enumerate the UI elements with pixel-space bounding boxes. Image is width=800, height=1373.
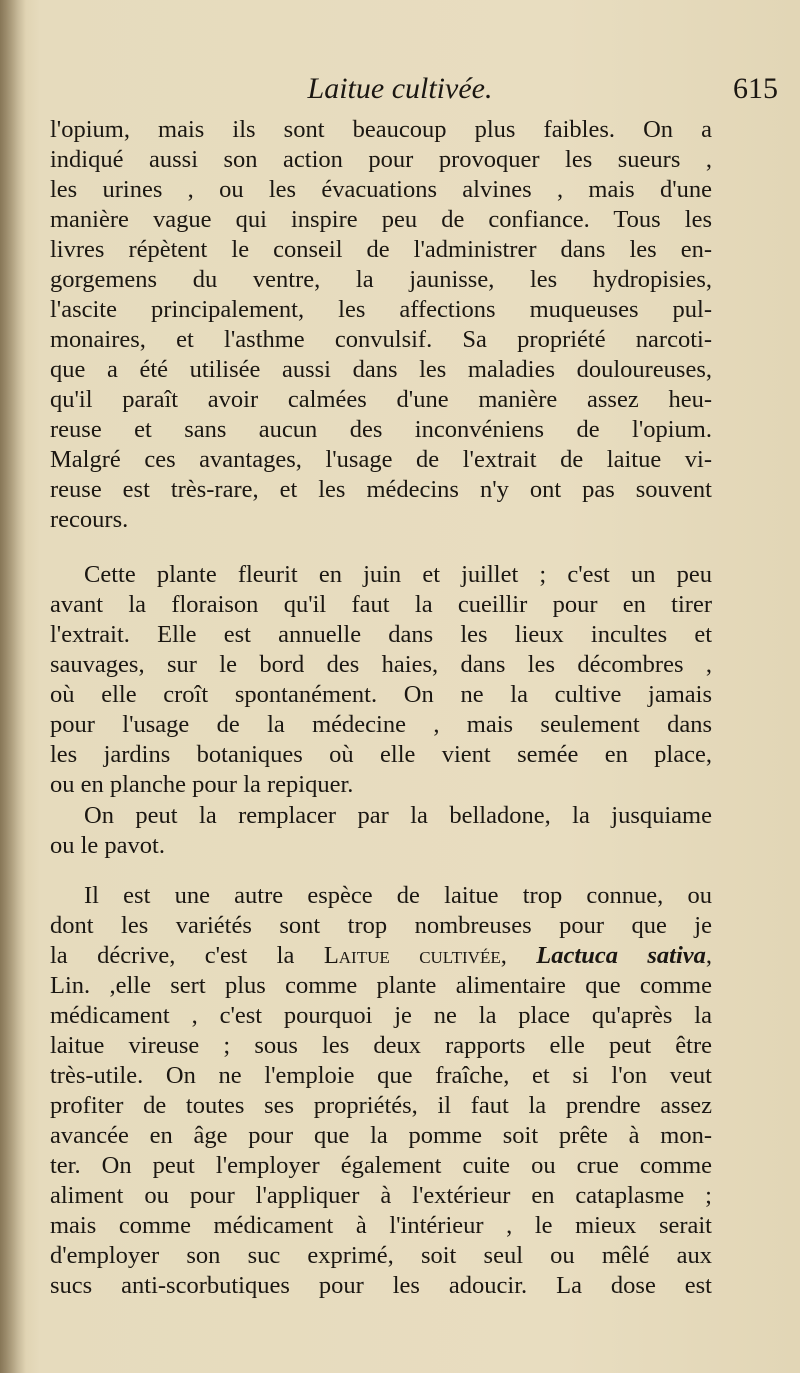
text-line: d'employer son suc exprimé, soit seul ou mêlé aux bbox=[50, 1242, 712, 1269]
text-line: l'opium, mais ils sont beaucoup plus faibles. On a bbox=[50, 116, 712, 143]
text-line: Cette plante fleurit en juin et juillet ; c'est un peu bbox=[84, 561, 712, 588]
text-line: avancée en âge pour que la pomme soit prête à mon- bbox=[50, 1122, 712, 1149]
text-line: reuse et sans aucun des inconvéniens de l'opium. bbox=[50, 416, 712, 443]
latin-name: Lactuca sativa bbox=[536, 942, 706, 969]
page-number: 615 bbox=[733, 72, 778, 105]
text-line: sucs anti-scorbutiques pour les adoucir. La dose est bbox=[50, 1272, 712, 1299]
text-line: très-utile. On ne l'emploie que fraîche, et si l'on veut bbox=[50, 1062, 712, 1089]
text-line: ou en planche pour la repiquer. bbox=[50, 771, 354, 798]
text-line: les urines , ou les évacuations alvines , mais d'une bbox=[50, 176, 712, 203]
text-line: Il est une autre espèce de laitue trop connue, ou bbox=[84, 882, 712, 909]
text-line: aliment ou pour l'appliquer à l'extérieur en cataplasme ; bbox=[50, 1182, 712, 1209]
plant-name-small-caps: Laitue cultivée bbox=[323, 942, 501, 969]
text-fragment: , bbox=[500, 942, 507, 969]
text-line: ter. On peut l'employer également cuite ou crue comme bbox=[50, 1152, 712, 1179]
text-line: livres répètent le conseil de l'administrer dans les en- bbox=[50, 236, 712, 263]
text-line: laitue vireuse ; sous les deux rapports elle peut être bbox=[50, 1032, 712, 1059]
text-fragment: la décrive, c'est la bbox=[50, 942, 295, 969]
binding-shadow bbox=[0, 0, 26, 1373]
text-line: Lin. ,elle sert plus comme plante alimentaire que comme bbox=[50, 972, 712, 999]
text-line: mais comme médicament à l'intérieur , le mieux serait bbox=[50, 1212, 712, 1239]
text-line: ou le pavot. bbox=[50, 832, 165, 859]
text-line: l'ascite principalement, les affections muqueuses pul- bbox=[50, 296, 712, 323]
text-line: dont les variétés sont trop nombreuses pour que je bbox=[50, 912, 712, 939]
text-line: où elle croît spontanément. On ne la cultive jamais bbox=[50, 681, 712, 708]
text-line: On peut la remplacer par la belladone, la jusquiame bbox=[84, 802, 712, 829]
text-line: gorgemens du ventre, la jaunisse, les hydropisies, bbox=[50, 266, 712, 293]
text-line: que a été utilisée aussi dans les maladies douloureuses, bbox=[50, 356, 712, 383]
text-line bbox=[50, 941, 712, 971]
text-line: reuse est très-rare, et les médecins n'y ont pas souvent bbox=[50, 476, 712, 503]
text-fragment: , bbox=[705, 942, 713, 969]
text-line: médicament , c'est pourquoi je ne la place qu'après la bbox=[50, 1002, 712, 1029]
text-line: l'extrait. Elle est annuelle dans les lieux incultes et bbox=[50, 621, 712, 648]
text-line: avant la floraison qu'il faut la cueillir pour en tirer bbox=[50, 591, 712, 618]
text-line: les jardins botaniques où elle vient semée en place, bbox=[50, 741, 712, 768]
text-line: monaires, et l'asthme convulsif. Sa propriété narcoti- bbox=[50, 326, 712, 353]
running-title: Laitue cultivée. bbox=[307, 72, 493, 105]
text-line: manière vague qui inspire peu de confiance. Tous les bbox=[50, 206, 712, 233]
text-line: profiter de toutes ses propriétés, il faut la prendre assez bbox=[50, 1092, 712, 1119]
text-line: qu'il paraît avoir calmées d'une manière assez heu- bbox=[50, 386, 712, 413]
text-line: Malgré ces avantages, l'usage de l'extrait de laitue vi- bbox=[50, 446, 712, 473]
text-line: indiqué aussi son action pour provoquer les sueurs , bbox=[50, 146, 712, 173]
text-line: pour l'usage de la médecine , mais seulement dans bbox=[50, 711, 712, 738]
text-line: recours. bbox=[50, 506, 129, 533]
text-line: sauvages, sur le bord des haies, dans les décombres , bbox=[50, 651, 712, 678]
